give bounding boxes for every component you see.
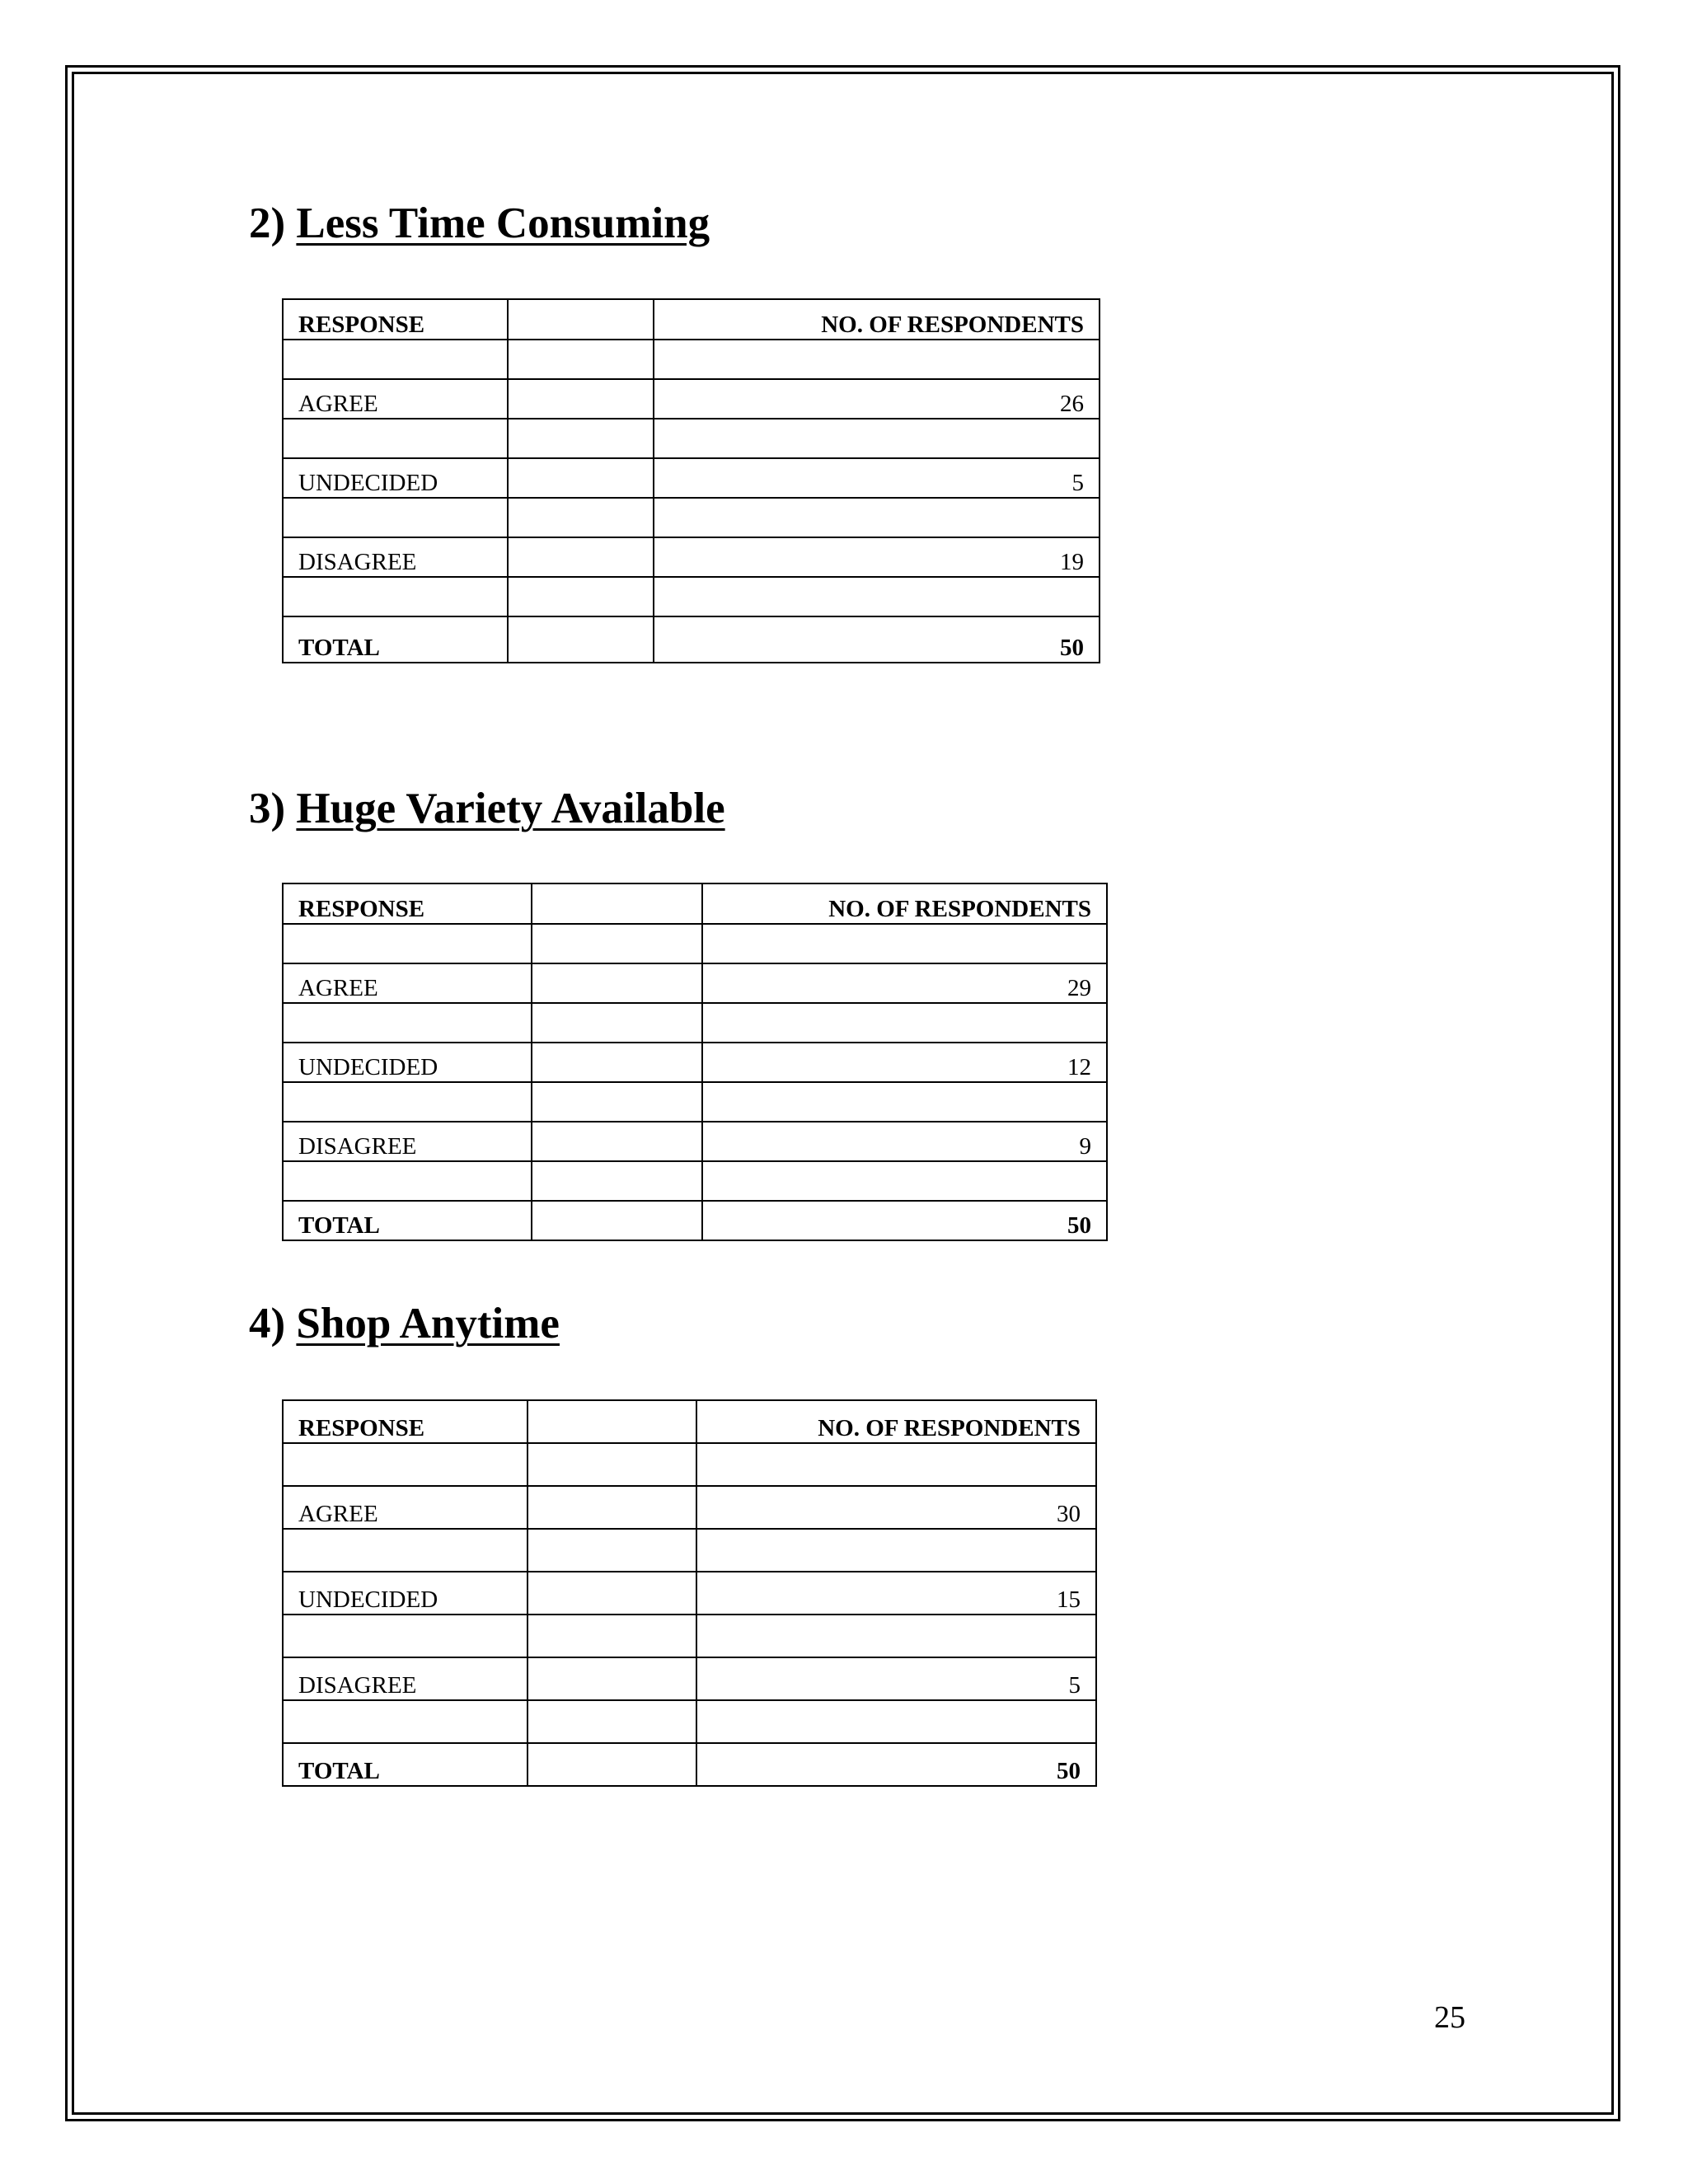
response-label: UNDECIDED (283, 1572, 528, 1615)
empty-cell (508, 299, 654, 340)
total-count: 50 (702, 1201, 1107, 1240)
empty-cell (532, 883, 702, 924)
respondent-count: 29 (702, 963, 1107, 1003)
total-label: TOTAL (283, 616, 508, 663)
empty-cell (528, 1657, 696, 1700)
table-total-row (283, 1743, 1096, 1786)
total-count: 50 (654, 616, 1100, 663)
response-label: AGREE (283, 1486, 528, 1529)
section-heading-less-time-consuming (249, 199, 710, 248)
respondent-count: 12 (702, 1043, 1107, 1082)
table-spacer-row (283, 498, 1100, 537)
table-header-row (283, 883, 1107, 924)
table-row (283, 1043, 1107, 1082)
section-heading-shop-anytime (249, 1299, 560, 1348)
empty-cell (532, 1122, 702, 1161)
header-response: RESPONSE (283, 1400, 528, 1443)
table-spacer-row (283, 1443, 1096, 1486)
empty-cell (508, 379, 654, 419)
total-count: 50 (696, 1743, 1096, 1786)
empty-cell (508, 458, 654, 498)
section-heading-huge-variety-available (249, 784, 725, 833)
table-row (283, 963, 1107, 1003)
respondent-count: 19 (654, 537, 1100, 577)
table-total-row (283, 1201, 1107, 1240)
header-respondents: NO. OF RESPONDENTS (654, 299, 1100, 340)
response-label: AGREE (283, 963, 532, 1003)
empty-cell (532, 963, 702, 1003)
respondent-count: 5 (654, 458, 1100, 498)
header-respondents: NO. OF RESPONDENTS (702, 883, 1107, 924)
table-spacer-row (283, 1161, 1107, 1201)
empty-cell (528, 1486, 696, 1529)
respondent-count: 9 (702, 1122, 1107, 1161)
respondent-count: 15 (696, 1572, 1096, 1615)
table-row (283, 1122, 1107, 1161)
section-number: 3) (249, 785, 286, 832)
header-response: RESPONSE (283, 299, 508, 340)
survey-table-less-time-consuming (282, 298, 1100, 663)
table-spacer-row (283, 1700, 1096, 1743)
table-row (283, 1572, 1096, 1615)
empty-cell (508, 616, 654, 663)
table-header-row (283, 1400, 1096, 1443)
table-spacer-row (283, 1615, 1096, 1657)
empty-cell (528, 1400, 696, 1443)
respondent-count: 26 (654, 379, 1100, 419)
table-spacer-row (283, 1529, 1096, 1572)
header-respondents: NO. OF RESPONDENTS (696, 1400, 1096, 1443)
table-row (283, 537, 1100, 577)
empty-cell (532, 1201, 702, 1240)
response-label: AGREE (283, 379, 508, 419)
empty-cell (508, 537, 654, 577)
total-label: TOTAL (283, 1201, 532, 1240)
table-row (283, 1486, 1096, 1529)
respondent-count: 30 (696, 1486, 1096, 1529)
empty-cell (528, 1572, 696, 1615)
respondent-count: 5 (696, 1657, 1096, 1700)
section-number: 2) (249, 199, 286, 247)
section-title: Shop Anytime (296, 1300, 560, 1347)
table-row (283, 458, 1100, 498)
response-label: DISAGREE (283, 1657, 528, 1700)
section-title: Less Time Consuming (296, 199, 710, 247)
table-spacer-row (283, 1082, 1107, 1122)
table-total-row (283, 616, 1100, 663)
survey-table-shop-anytime (282, 1399, 1097, 1787)
table-spacer-row (283, 1003, 1107, 1043)
response-label: UNDECIDED (283, 458, 508, 498)
table-spacer-row (283, 419, 1100, 458)
empty-cell (532, 1043, 702, 1082)
table-spacer-row (283, 340, 1100, 379)
response-label: DISAGREE (283, 537, 508, 577)
section-title: Huge Variety Available (296, 785, 725, 832)
total-label: TOTAL (283, 1743, 528, 1786)
survey-table-huge-variety-available (282, 883, 1108, 1241)
table-spacer-row (283, 577, 1100, 616)
empty-cell (528, 1743, 696, 1786)
table-row (283, 1657, 1096, 1700)
response-label: DISAGREE (283, 1122, 532, 1161)
table-spacer-row (283, 924, 1107, 963)
page-number: 25 (1434, 2000, 1465, 2035)
response-label: UNDECIDED (283, 1043, 532, 1082)
table-row (283, 379, 1100, 419)
table-header-row (283, 299, 1100, 340)
header-response: RESPONSE (283, 883, 532, 924)
section-number: 4) (249, 1300, 286, 1347)
